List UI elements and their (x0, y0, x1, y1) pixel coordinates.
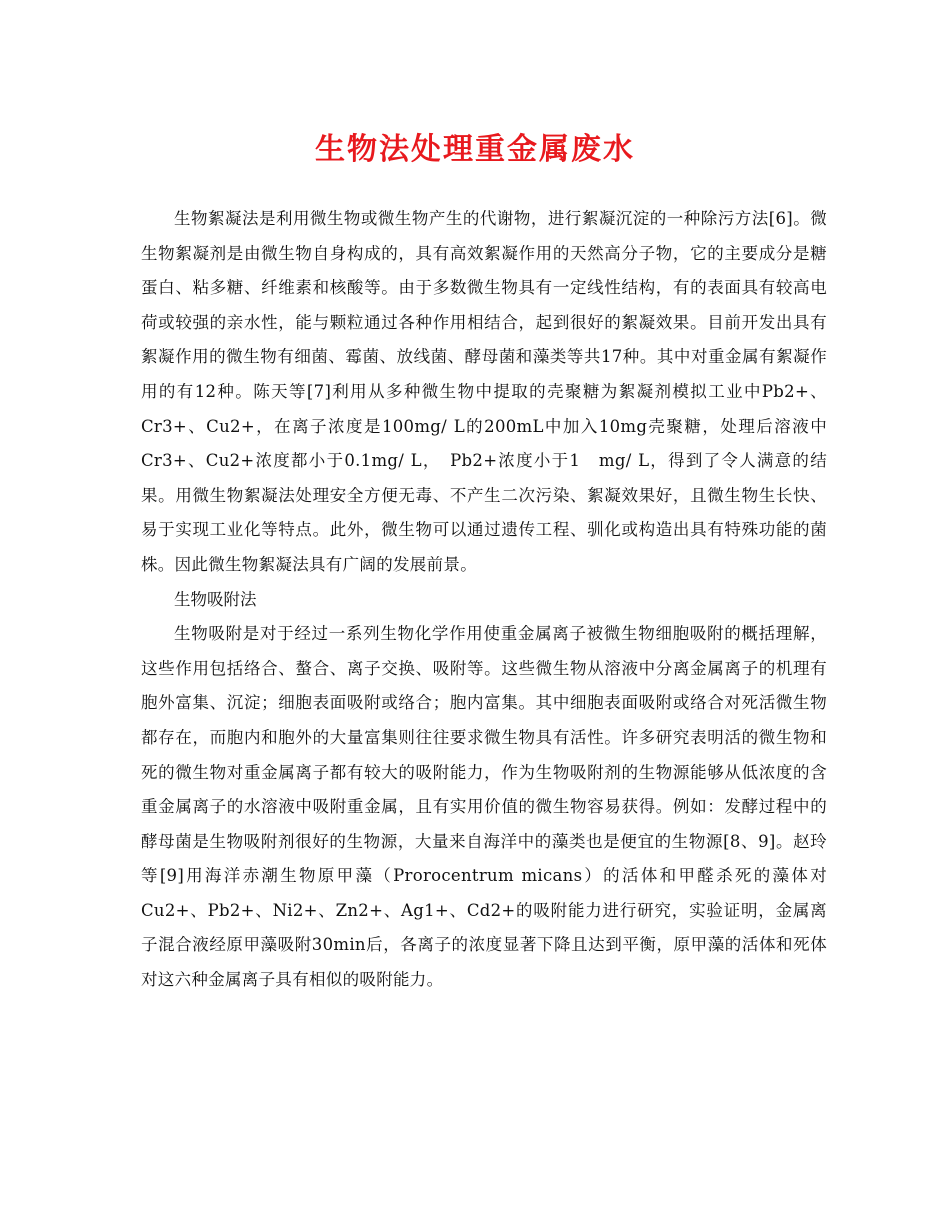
document-title: 生物法处理重金属废水 (315, 132, 635, 167)
document-body (141, 202, 827, 998)
paragraph-biosorption: 生物吸附是对于经过一系列生物化学作用使重金属离子被微生物细胞吸附的概括理解，这些作用包括络合、螯合、离子交换、吸附等。这些微生物从溶液中分离金属离子的机理有胞外富集、沉淀；细胞表面吸附或络合；胞内富集。其中细胞表面吸附或络合对死活微生物都存在，而胞内和胞外的大量富集则往往要求微生物具有活性。许多研究表明活的微生物和死的微生物对重金属离子都有较大的吸附能力，作为生物吸附剂的生物源能够从低浓度的含重金属离子的水溶液中吸附重金属，且有实用价值的微生物容易获得。例如：发酵过程中的酵母菌是生物吸附剂很好的生物源，大量来自海洋中的藻类也是便宜的生物源[8、9]。赵玲等[9]用海洋赤潮生物原甲藻（Prorocentrum micans）的活体和甲醛杀死的藻体对Cu2+、Pb2+、Ni2+、Zn2+、Ag1+、Cd2+的吸附能力进行研究，实验证明，金属离子混合液经原甲藻吸附30min后，各离子的浓度显著下降且达到平衡，原甲藻的活体和死体对这六种金属离子具有相似的吸附能力。 (141, 624, 827, 990)
paragraph-bioflocculation: 生物絮凝法是利用微生物或微生物产生的代谢物，进行絮凝沉淀的一种除污方法[6]。微生物絮凝剂是由微生物自身构成的，具有高效絮凝作用的天然高分子物，它的主要成分是糖蛋白、粘多糖、纤维素和核酸等。由于多数微生物具有一定线性结构，有的表面具有较高电荷或较强的亲水性，能与颗粒通过各种作用相结合，起到很好的絮凝效果。目前开发出具有絮凝作用的微生物有细菌、霉菌、放线菌、酵母菌和藻类等共17种。其中对重金属有絮凝作用的有12种。陈天等[7]利用从多种微生物中提取的壳聚糖为絮凝剂模拟工业中Pb2+、Cr3+、Cu2+，在离子浓度是100mg/ L的200mL中加入10mg壳聚糖，处理后溶液中Cr3+、Cu2+浓度都小于0.1mg/ L， Pb2+浓度小于1 mg/ L，得到了令人满意的结果。用微生物絮凝法处理安全方便无毒、不产生二次污染、絮凝效果好，且微生物生长快、易于实现工业化等特点。此外，微生物可以通过遗传工程、驯化或构造出具有特殊功能的菌株。因此微生物絮凝法具有广阔的发展前景。 (141, 209, 827, 574)
section-heading-biosorption: 生物吸附法 (174, 589, 257, 609)
